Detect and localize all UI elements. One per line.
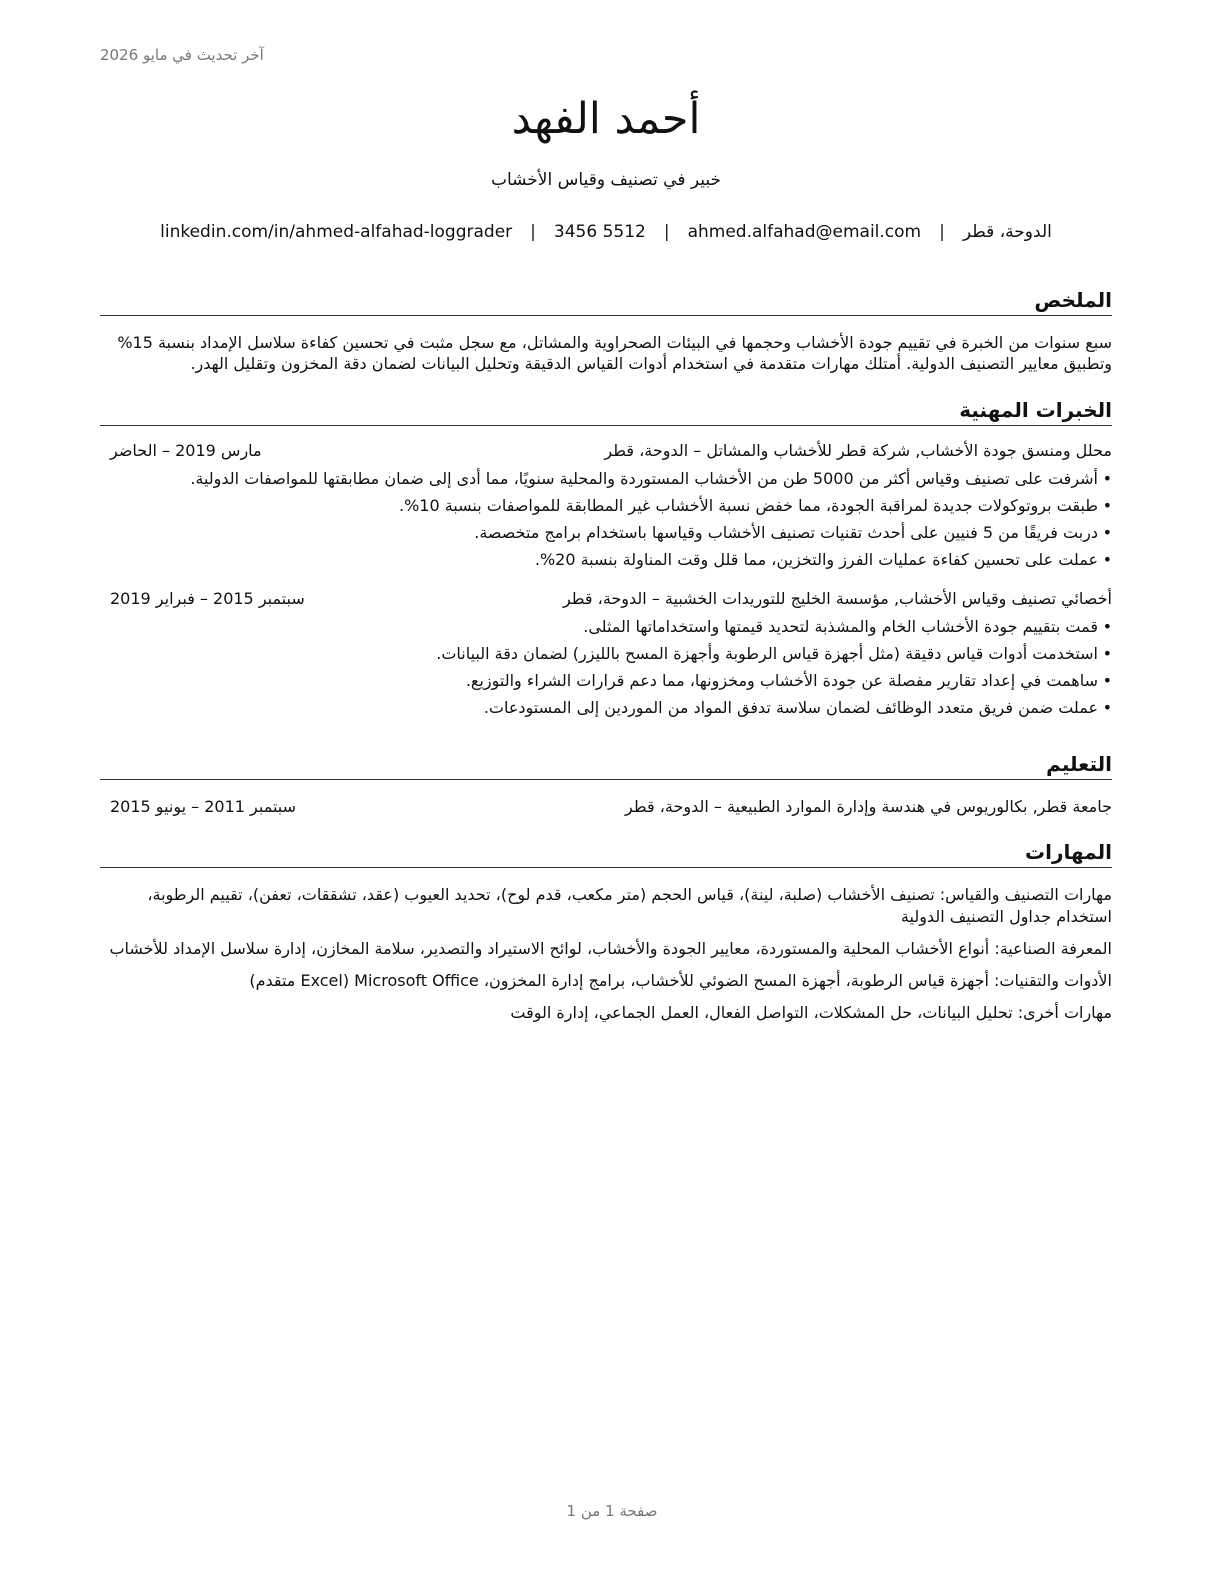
skills-list bbox=[100, 884, 1112, 1024]
job-dates: سبتمبر 2015 – فبراير 2019 bbox=[110, 589, 305, 608]
job-bullet: • قمت بتقييم جودة الأخشاب الخام والمشذبة لتحديد قيمتها واستخداماتها المثلى. bbox=[100, 616, 1112, 637]
page-number: صفحة 1 من 1 bbox=[566, 1502, 658, 1520]
skill-item: مهارات التصنيف والقياس: تصنيف الأخشاب (صلبة، لينة)، قياس الحجم (متر مكعب، قدم لوح)، تحديد العيوب (عقد، تشققات، تعفن)، تقييم الرطوبة، استخدام جداول التصنيف الدولية bbox=[147, 885, 1112, 926]
section-title-experience: الخبرات المهنية bbox=[100, 396, 1112, 426]
job-bullet: • عملت ضمن فريق متعدد الوظائف لضمان سلاسة تدفق المواد من الموردين إلى المستودعات. bbox=[100, 697, 1112, 718]
job-bullet: • دربت فريقًا من 5 فنيين على أحدث تقنيات تصنيف الأخشاب وقياسها باستخدام برامج متخصصة. bbox=[100, 522, 1112, 543]
job-header bbox=[100, 440, 1112, 462]
job-bullets bbox=[100, 616, 1112, 718]
job-bullet: • ساهمت في إعداد تقارير مفصلة عن جودة الأخشاب ومخزونها، مما دعم قرارات الشراء والتوزيع. bbox=[100, 670, 1112, 691]
contact-location: الدوحة، قطر bbox=[962, 222, 1052, 242]
contact-email[interactable]: ahmed.alfahad@email.com bbox=[687, 222, 922, 242]
education-degree: جامعة قطر, بكالوريوس في هندسة وإدارة الموارد الطبيعية – الدوحة، قطر bbox=[625, 797, 1112, 816]
job-dates: مارس 2019 – الحاضر bbox=[110, 441, 262, 460]
job-bullet: • طبقت بروتوكولات جديدة لمراقبة الجودة، مما خفض نسبة الأخشاب غير المطابقة للمواصفات بنسبة 10%. bbox=[100, 495, 1112, 516]
candidate-name: أحمد الفهد bbox=[511, 94, 701, 144]
skill-item: مهارات أخرى: تحليل البيانات، حل المشكلات، التواصل الفعال، العمل الجماعي، إدارة الوقت bbox=[510, 1003, 1112, 1022]
job-header bbox=[100, 588, 1112, 610]
contact-linkedin[interactable]: linkedin.com/in/ahmed-alfahad-loggrader bbox=[160, 222, 513, 242]
education-entry bbox=[100, 796, 1112, 818]
job-entry bbox=[100, 588, 1112, 718]
resume-page bbox=[100, 88, 1112, 1024]
skill-item: الأدوات والتقنيات: أجهزة قياس الرطوبة، أجهزة المسح الضوئي للأخشاب، برامج إدارة المخزون، Microsoft Office (Excel متقدم) bbox=[249, 971, 1112, 990]
job-bullet: • عملت على تحسين كفاءة عمليات الفرز والتخزين، مما قلل وقت المناولة بنسبة 20%. bbox=[100, 549, 1112, 570]
contact-phone: 3456 5512 bbox=[553, 222, 646, 242]
section-title-skills: المهارات bbox=[100, 838, 1112, 868]
job-role: محلل ومنسق جودة الأخشاب, شركة قطر للأخشاب والمشاتل – الدوحة، قطر bbox=[604, 441, 1112, 460]
contact-separator: | bbox=[663, 222, 670, 242]
job-bullet: • أشرفت على تصنيف وقياس أكثر من 5000 طن من الأخشاب المستوردة والمحلية سنويًا، مما أدى إلى ضمان مطابقتها للمواصفات الدولية. bbox=[100, 468, 1112, 489]
candidate-title: خبير في تصنيف وقياس الأخشاب bbox=[490, 170, 722, 190]
skill-item: المعرفة الصناعية: أنواع الأخشاب المحلية والمستوردة، معايير الجودة والأخشاب، لوائح الاستيراد والتصدير، سلامة المخازن، إدارة سلاسل الإمداد للأخشاب bbox=[109, 939, 1112, 958]
spacer bbox=[100, 718, 1112, 740]
job-role: أخصائي تصنيف وقياس الأخشاب, مؤسسة الخليج للتوريدات الخشبية – الدوحة، قطر bbox=[562, 589, 1112, 608]
section-title-education: التعليم bbox=[100, 750, 1112, 780]
summary-text: سبع سنوات من الخبرة في تقييم جودة الأخشاب وحجمها في البيئات الصحراوية والمشاتل، مع سجل مثبت في تحسين كفاءة سلاسل الإمداد بنسبة 15% وتطبيق معايير التصنيف الدولية. أمتلك مهارات متقدمة في استخدام أدوات القياس الدقيقة وتحليل البيانات لضمان دقة المخزون وتقليل الهدر. bbox=[117, 333, 1112, 373]
contact-separator: | bbox=[530, 222, 536, 242]
last-updated: آخر تحديث في مايو 2026 bbox=[100, 46, 264, 64]
education-dates: سبتمبر 2011 – يونيو 2015 bbox=[110, 797, 297, 816]
job-entry bbox=[100, 440, 1112, 570]
contact-line bbox=[100, 220, 1112, 244]
section-title-summary: الملخص bbox=[100, 286, 1112, 316]
job-bullets bbox=[100, 468, 1112, 570]
contact-separator: | bbox=[939, 222, 945, 242]
spacer bbox=[100, 244, 1112, 276]
job-bullet: • استخدمت أدوات قياس دقيقة (مثل أجهزة قياس الرطوبة وأجهزة المسح بالليزر) لضمان دقة البيانات. bbox=[100, 643, 1112, 664]
